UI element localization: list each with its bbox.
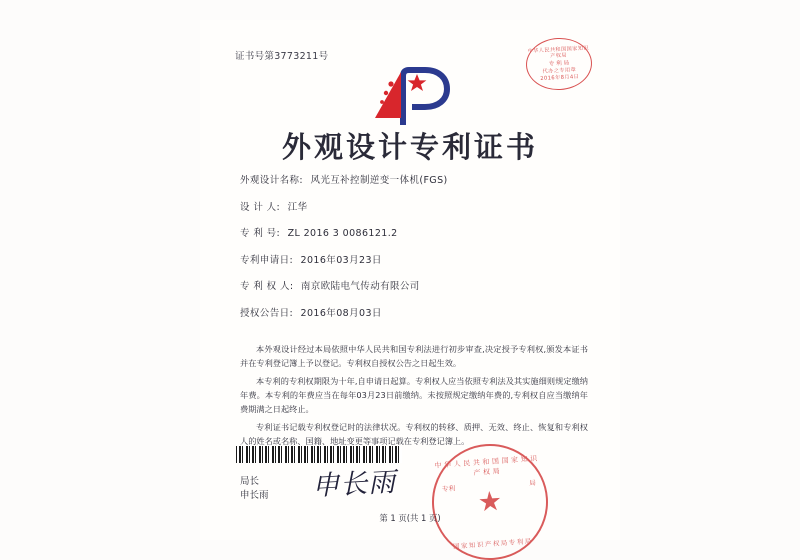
field-designer bbox=[240, 199, 590, 213]
round-seal-arc-top: 中华人民共和国国家知识产权局 bbox=[434, 454, 541, 478]
field-application-date-value: 2016年03月23日 bbox=[300, 254, 382, 266]
field-design-name bbox=[240, 172, 590, 186]
field-grant-date-value: 2016年08月03日 bbox=[300, 307, 382, 319]
body-paragraph-1: 本外观设计经过本局依照中华人民共和国专利法进行初步审查,决定授予专利权,颁发本证书并在专利登记簿上予以登记。专利权自授权公告之日起生效。 bbox=[240, 344, 588, 369]
field-patent-number bbox=[240, 225, 590, 239]
agency-stamp-middle: 专 利 局 bbox=[548, 59, 570, 68]
field-patentee bbox=[240, 278, 590, 292]
agency-stamp-date: 2016年8月4日 bbox=[540, 73, 580, 82]
page-title: 外观设计专利证书 bbox=[281, 130, 538, 164]
round-seal-left: 专利 bbox=[441, 484, 456, 494]
director-name: 申长雨 bbox=[240, 489, 269, 501]
round-seal-right: 局 bbox=[528, 478, 537, 488]
field-patentee-label: 专 利 权 人: bbox=[240, 281, 294, 292]
field-application-date-label: 专利申请日: bbox=[240, 254, 294, 266]
field-design-name-label: 外观设计名称: bbox=[240, 175, 304, 186]
patent-emblem-logo bbox=[200, 59, 620, 128]
agency-stamp-middle2: 代办之专用章 bbox=[542, 67, 577, 76]
round-seal-arc-bottom: 国家知识产权局专利局 bbox=[452, 537, 534, 551]
body-paragraph-3: 专利证书记载专利权登记时的法律状况。专利权的转移、质押、无效、终止、恢复和专利权人的姓名或名称、国籍、地址变更等事项记载在专利登记簿上。 bbox=[240, 421, 588, 447]
body-text bbox=[240, 342, 588, 451]
body-paragraph-2: 本专利的专利权期限为十年,自申请日起算。专利权人应当依照专利法及其实施细则规定缴纳年费。本专利的年费应当在每年03月23日前缴纳。未按照规定缴纳年费的,专利权自应当缴纳年费期满之日起终止。 bbox=[240, 375, 588, 415]
director-label: 局长 bbox=[240, 476, 260, 487]
field-design-name-value: 风光互补控制逆变一体机(FGS) bbox=[310, 175, 448, 186]
field-patentee-value: 南京欧陆电气传动有限公司 bbox=[300, 281, 420, 292]
agency-stamp-arc-top: 中华人民共和国国家知识产权局 bbox=[527, 44, 590, 60]
field-grant-date bbox=[240, 305, 590, 319]
fields-list bbox=[240, 172, 590, 331]
director-signature: 申长雨 bbox=[311, 466, 397, 503]
emblem-icon bbox=[355, 62, 465, 126]
field-designer-label: 设 计 人: bbox=[240, 201, 281, 213]
star-icon: ★ bbox=[476, 485, 504, 518]
field-patent-number-value: ZL 2016 3 0086121.2 bbox=[287, 228, 398, 239]
page-footer: 第 1 页(共 1 页) bbox=[379, 513, 441, 523]
official-round-seal bbox=[428, 440, 552, 560]
field-designer-value: 江华 bbox=[287, 201, 308, 213]
director-block bbox=[240, 475, 269, 503]
field-application-date bbox=[240, 252, 590, 266]
certificate-number: 证书号第3773211号 bbox=[235, 51, 329, 62]
field-grant-date-label: 授权公告日: bbox=[240, 307, 294, 319]
certificate-page bbox=[200, 20, 620, 551]
field-patent-number-label: 专 利 号: bbox=[240, 228, 281, 239]
